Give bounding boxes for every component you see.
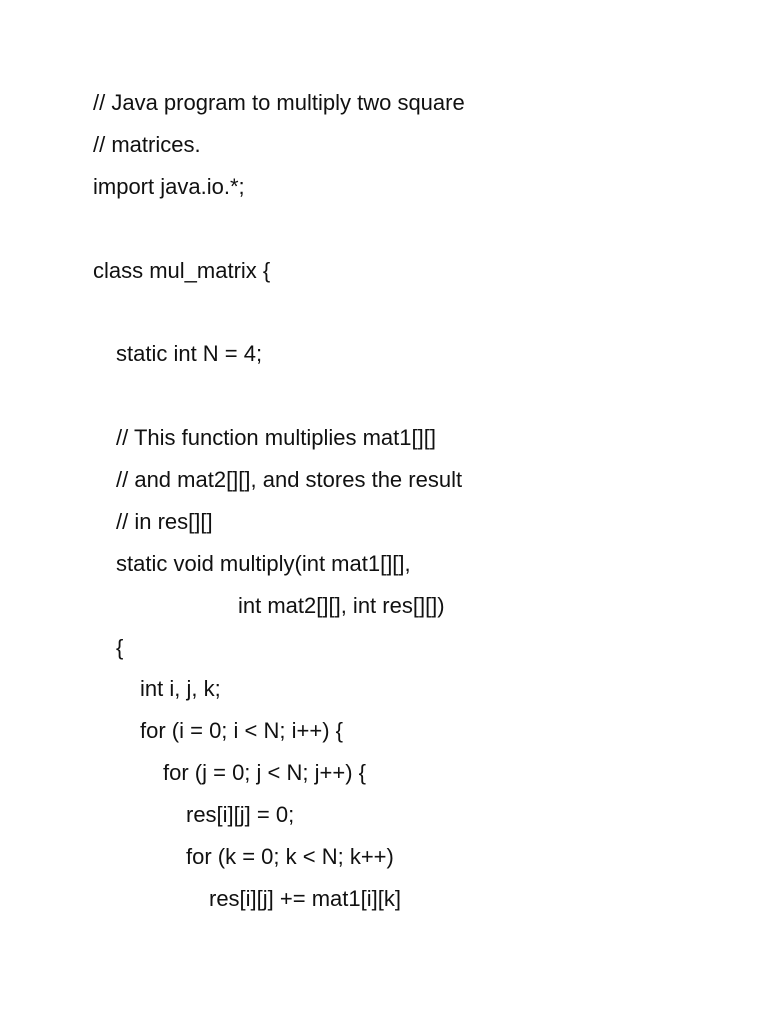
code-listing [93, 82, 465, 920]
code-line: // matrices. [93, 131, 201, 157]
blank-line [93, 375, 465, 417]
code-line: // in res[][] [116, 508, 213, 534]
code-line: res[i][j] += mat1[i][k] [209, 885, 401, 911]
code-line: { [116, 634, 124, 660]
code-line: res[i][j] = 0; [186, 802, 295, 828]
code-line: for (k = 0; k < N; k++) [186, 844, 394, 870]
code-line: for (i = 0; i < N; i++) { [140, 718, 343, 744]
blank-line [93, 291, 465, 333]
code-line: int mat2[][], int res[][]) [238, 592, 445, 618]
code-line: import java.io.*; [93, 173, 245, 199]
code-line: static int N = 4; [116, 341, 263, 367]
code-line: // and mat2[][], and stores the result [116, 467, 463, 493]
code-line: class mul_matrix { [93, 257, 271, 283]
code-line: // Java program to multiply two square [93, 90, 465, 115]
code-line: static void multiply(int mat1[][], [116, 550, 411, 576]
code-line: int i, j, k; [140, 676, 221, 702]
code-line: for (j = 0; j < N; j++) { [163, 760, 366, 786]
blank-line [93, 208, 465, 250]
code-line: // This function multiplies mat1[][] [116, 425, 436, 451]
